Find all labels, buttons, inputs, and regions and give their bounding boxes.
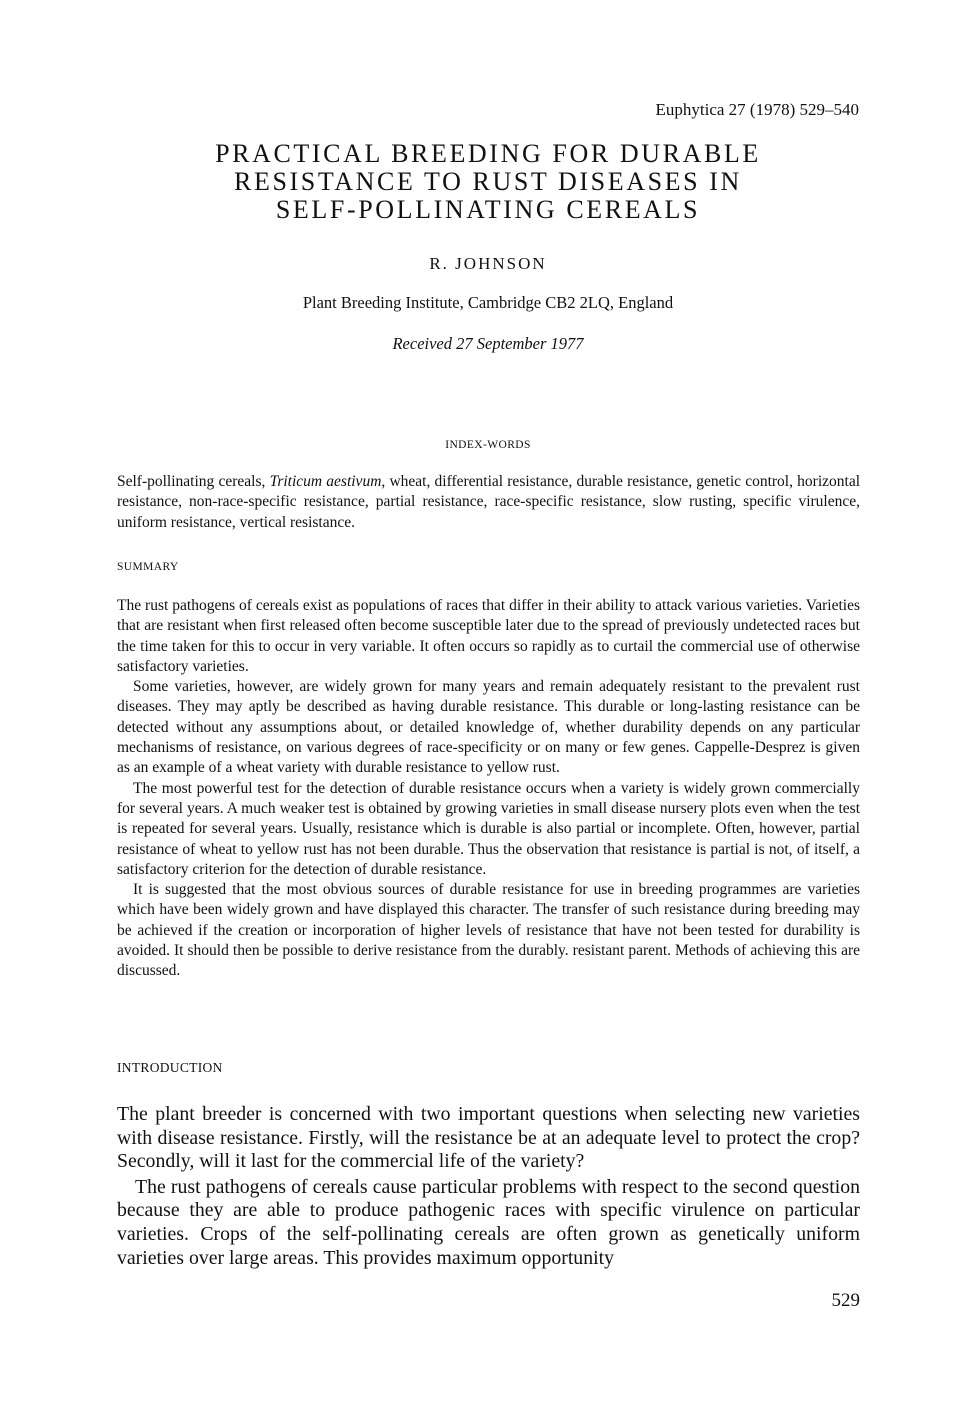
index-words-text (117, 472, 860, 533)
title-line-2: RESISTANCE TO RUST DISEASES IN (234, 167, 742, 196)
article-title (0, 140, 976, 224)
summary-paragraph-2: Some varieties, however, are widely grown for many years and remain adequately resistant to the prevalent rust diseases. They may aptly be described as having durable resistance. This durable or long-lasting resistance can be detected without any assumptions about, or detailed knowledge of, whether durability depends on any particular mechanisms of resistance, on various degrees of race-specificity or on many or few genes. Cappelle-Desprez is given as an example of a wheat variety with durable resistance to yellow rust. (117, 678, 860, 777)
journal-reference: Euphytica 27 (1978) 529–540 (655, 100, 859, 119)
summary-heading: SUMMARY (117, 561, 179, 573)
index-words-before: Self-pollinating cereals, (117, 473, 270, 490)
introduction-paragraph-2: The rust pathogens of cereals cause particular problems with respect to the second question because they are able to produce pathogenic races with specific virulence on particular varieties. Crops of the self-pollinating cereals are often grown as genetically uniform varieties over large areas. This provides maximum opportunity (117, 1175, 860, 1269)
summary-paragraph-1: The rust pathogens of cereals exist as populations of races that differ in their ability to attack various varieties. Varieties that are resistant when first released often become susceptible later due to the spread of previously undetected races but the time taken for this to occur in very variable. It often occurs so rapidly as to curtail the commercial use of otherwise satisfactory varieties. (117, 597, 860, 675)
summary-paragraph-4: It is suggested that the most obvious sources of durable resistance for use in breeding programmes are varieties which have been widely grown and have displayed this character. The transfer of such resistance during breeding may be achieved if the creation or incorporation of higher levels of resistance that have not been tested for durability is avoided. It should then be possible to derive resistance from the durably. resistant parent. Methods of achieving this are discussed. (117, 881, 860, 980)
author-affiliation: Plant Breeding Institute, Cambridge CB2 2LQ, England (302, 293, 674, 312)
author-name: R. JOHNSON (429, 254, 547, 273)
introduction-paragraph-1: The plant breeder is concerned with two important questions when selecting new varieties with disease resistance. Firstly, will the resistance be at an adequate level to protect the crop? Secondly, will it last for the commercial life of the variety? (117, 1103, 860, 1173)
title-line-1: PRACTICAL BREEDING FOR DURABLE (215, 139, 761, 168)
summary-paragraph-3: The most powerful test for the detection of durable resistance occurs when a variety is widely grown commercially for several years. A much weaker test is obtained by growing varieties in small disease nursery plots even when the test is repeated for several years. Usually, resistance which is durable is also partial or incomplete. Often, however, partial resistance of wheat to yellow rust has not been durable. Thus the observation that resistance is partial is not, of itself, a satisfactory criterion for the detection of durable resistance. (117, 779, 860, 878)
received-date: Received 27 September 1977 (392, 334, 584, 353)
index-words-after: , wheat, differential resistance, durable resistance, genetic control, horizontal resistance, non-race-specific resistance, partial resistance, race-specific resistance, slow rusting, specific virulence, uniform resistance, vertical resistance. (117, 473, 861, 531)
title-line-3: SELF-POLLINATING CEREALS (275, 195, 701, 224)
index-words-heading: INDEX-WORDS (445, 439, 531, 451)
species-name: Triticum aestivum (269, 473, 382, 490)
introduction-section (117, 1103, 860, 1270)
page-number: 529 (831, 1290, 860, 1311)
summary-section (117, 596, 860, 982)
introduction-heading: INTRODUCTION (117, 1060, 223, 1075)
